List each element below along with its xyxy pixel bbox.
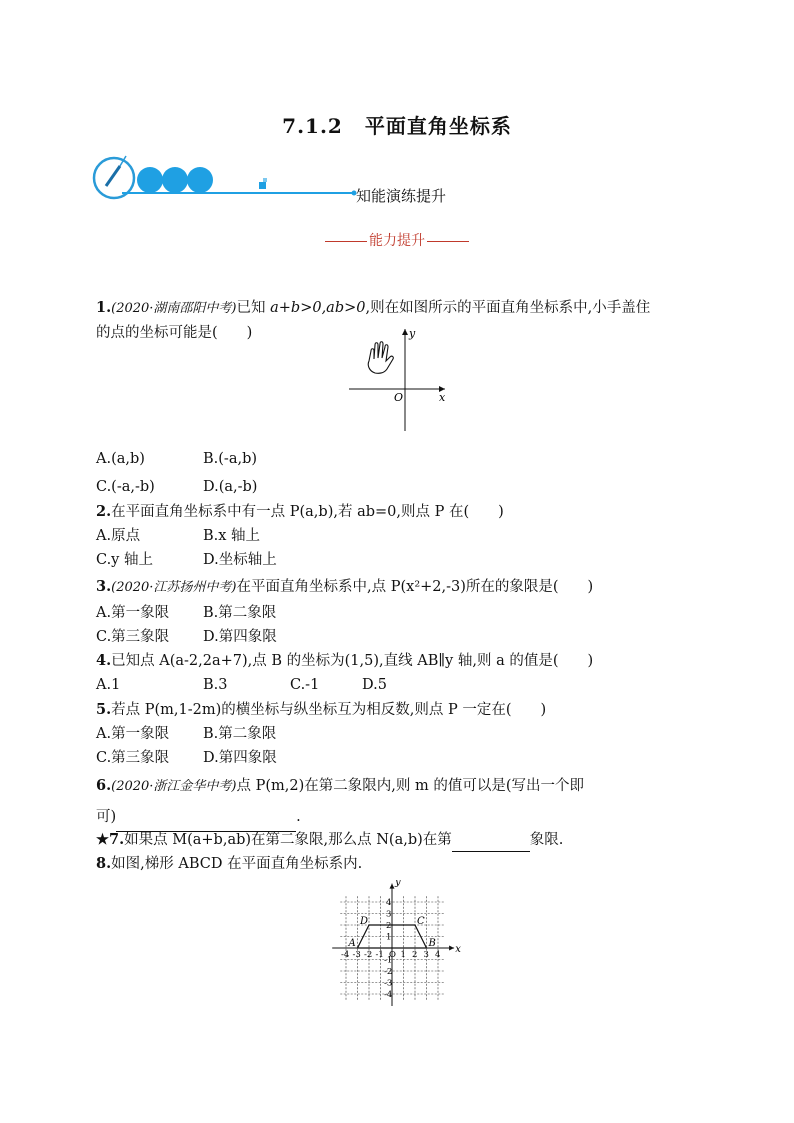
q4-option-d[interactable]: D.5 (362, 677, 387, 693)
q1-option-d[interactable]: D.(a,-b) (203, 479, 258, 495)
x-axis-arrow (449, 946, 454, 951)
q5-option-a[interactable]: A.第一象限 (96, 726, 170, 742)
q7-answer-blank[interactable] (452, 833, 530, 852)
q1-option-c[interactable]: C.(-a,-b) (96, 479, 155, 495)
q5-option-c[interactable]: C.第三象限 (96, 750, 170, 766)
question-2: 2.在平面直角坐标系中有一点 P(a,b),若 ab=0,则点 P 在( ) (96, 503, 504, 520)
q3-option-d[interactable]: D.第四象限 (203, 629, 277, 645)
x-tick-label: 2 (412, 950, 418, 960)
y-tick-label: -4 (384, 990, 393, 1000)
point-label-b: B (428, 938, 436, 949)
y-tick-label: -2 (384, 967, 393, 977)
question-7: ★7.如果点 M(a+b,ab)在第二象限,那么点 N(a,b)在第 象限. (96, 828, 716, 852)
x-axis-label: x (455, 944, 461, 955)
question-5: 5.若点 P(m,1-2m)的横坐标与纵坐标互为相反数,则点 P 一定在( ) (96, 701, 547, 718)
page-title: 7.1.2 平面直角坐标系 (282, 114, 512, 138)
q1-figure (345, 325, 455, 435)
y-tick-label: -3 (384, 978, 393, 989)
q3-option-c[interactable]: C.第三象限 (96, 629, 170, 645)
q2-option-d[interactable]: D.坐标轴上 (203, 552, 277, 568)
y-tick-label: 1 (386, 932, 392, 943)
svg-text:x: x (439, 391, 446, 404)
point-label-c: C (417, 916, 425, 927)
x-tick-label: O (389, 950, 396, 960)
x-tick-label: -1 (375, 950, 384, 960)
svg-text:O: O (394, 391, 404, 404)
q4-option-a[interactable]: A.1 (96, 677, 121, 693)
q2-option-b[interactable]: B.x 轴上 (203, 528, 261, 544)
x-tick-label: 4 (435, 950, 441, 960)
y-tick-label: 2 (386, 921, 392, 931)
x-tick-label: -4 (341, 950, 350, 960)
brush-icon (106, 166, 120, 186)
q2-option-c[interactable]: C.y 轴上 (96, 552, 153, 568)
q1-option-a[interactable]: A.(a,b) (96, 451, 145, 467)
question-6: 6.(2020·浙江金华中考)点 P(m,2)在第二象限内,则 m 的值可以是(写出一个即 可) . (96, 771, 716, 832)
question-3: 3.(2020·江苏扬州中考)在平面直角坐标系中,点 P(x²+2,-3)所在的象限是( ) (96, 578, 594, 595)
y-axis-label: y (395, 880, 401, 888)
q3-option-b[interactable]: B.第二象限 (203, 605, 277, 621)
y-tick-label: 3 (386, 909, 392, 920)
y-tick-label: 4 (386, 898, 392, 908)
svg-text:y: y (409, 327, 416, 340)
banner-label: 知能演练提升 (356, 187, 447, 205)
hand-icon (368, 342, 393, 374)
q8-figure (330, 880, 462, 1006)
question-1: 1.(2020·湖南邵阳中考)已知 a+b>0,ab>0,则在如图所示的平面直角坐标系中,小手盖住 的点的坐标可能是( ) (96, 299, 651, 341)
q1-option-b[interactable]: B.(-a,b) (203, 451, 258, 467)
x-tick-label: 3 (423, 950, 429, 960)
x-tick-label: 1 (400, 950, 406, 960)
q4-option-b[interactable]: B.3 (203, 677, 228, 693)
question-8: 8.如图,梯形 ABCD 在平面直角坐标系内. (96, 855, 363, 872)
section-header: 能力提升 (0, 230, 794, 250)
point-label-a: A (348, 938, 356, 949)
q5-option-d[interactable]: D.第四象限 (203, 750, 277, 766)
question-4: 4.已知点 A(a-2,2a+7),点 B 的坐标为(1,5),直线 AB∥y 轴,则 a 的值是( ) (96, 652, 594, 669)
x-tick-label: -3 (352, 950, 361, 960)
q3-option-a[interactable]: A.第一象限 (96, 605, 170, 621)
q5-option-b[interactable]: B.第二象限 (203, 726, 277, 742)
x-tick-label: -2 (364, 950, 373, 960)
q4-option-c[interactable]: C.-1 (290, 677, 320, 693)
banner-decoration (92, 152, 512, 208)
y-axis-arrow (390, 884, 395, 889)
point-label-d: D (360, 916, 369, 927)
y-tick-label: -1 (384, 955, 393, 966)
q2-option-a[interactable]: A.原点 (96, 528, 141, 544)
